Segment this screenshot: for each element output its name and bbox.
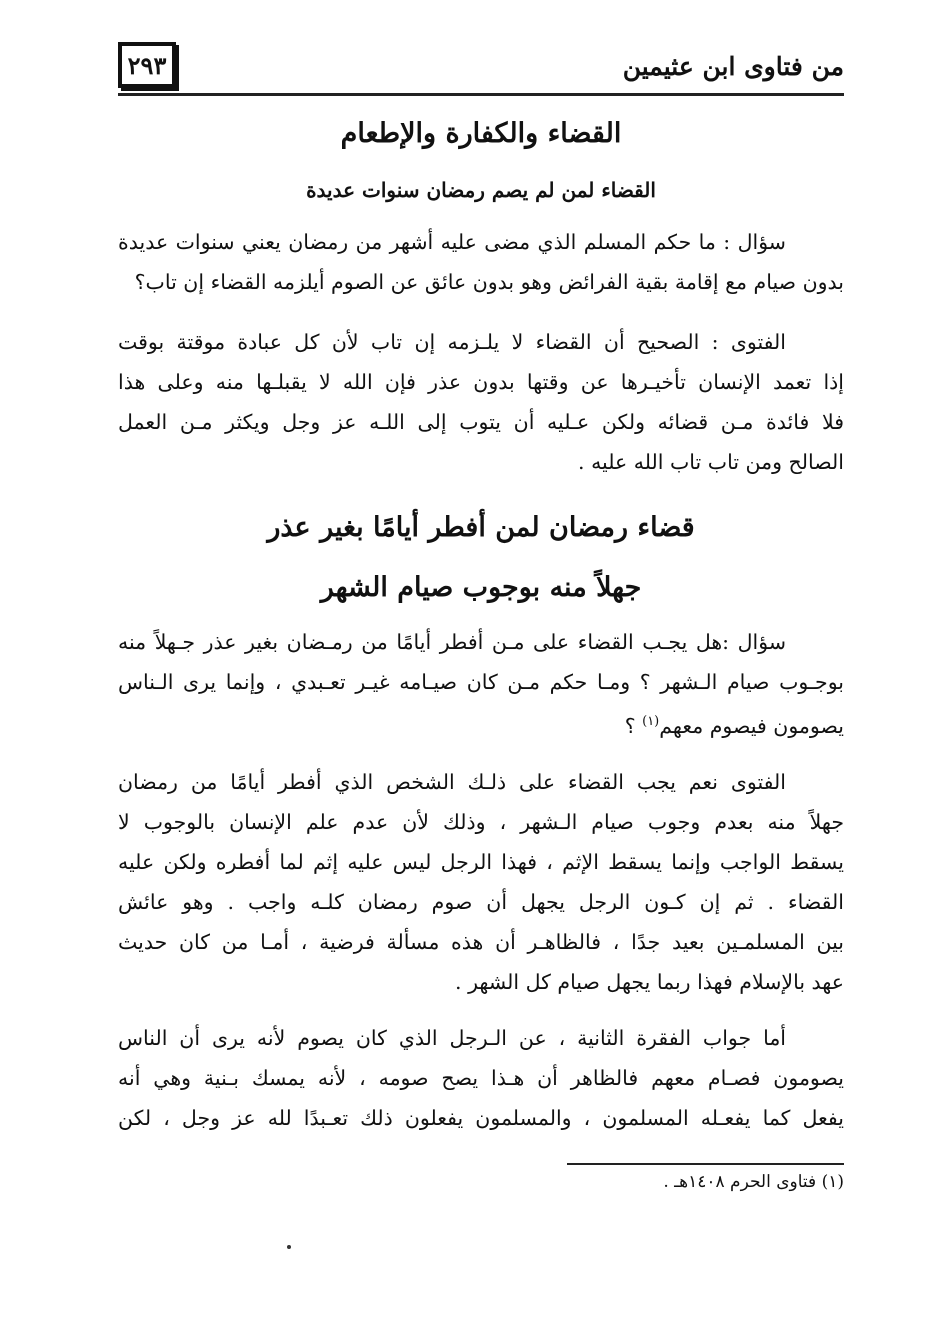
header-rule — [118, 93, 844, 96]
section-heading: قضاء رمضان لمن أفطر أيامًا بغير عذر — [267, 512, 695, 543]
question-paragraph — [118, 222, 844, 302]
text-line: سؤال : ما حكم المسلم الذي مضى عليه أشهر من رمضان يعني سنوات عديدة — [118, 230, 786, 254]
text-line: الصالح ومن تاب تاب الله عليه . — [578, 450, 844, 474]
text-line: يسقط الواجب وإنما يسقط الإثم ، فهذا الرجل ليس عليه إثم لما أفطره ولكن عليه — [118, 850, 844, 874]
question-paragraph — [118, 622, 844, 742]
text-line: يصومون فصـام معهم فالظاهر أن هـذا يصح صومه ، لأنه يمسك بـنية وهي أنه — [118, 1066, 844, 1090]
chapter-heading: القضاء والكفارة والإطعام — [340, 118, 622, 149]
page-number: ٢٩٣ — [118, 42, 176, 88]
text-line: الفتوى نعم يجب القضاء على ذلـك الشخص الذي أفطر أيامًا من رمضان — [118, 770, 786, 794]
section-heading-continued: جهلاً منه بوجوب صيام الشهر — [320, 572, 642, 603]
footnote-marker: (١) — [642, 714, 660, 729]
text-line: فلا فائدة مـن قضائه ولكن عـليه أن يتوب إلى اللـه عز وجل ويكثر مـن العمل — [118, 410, 844, 434]
scan-speck — [287, 1245, 291, 1249]
fatwa-paragraph — [118, 322, 844, 482]
footnote: (١) فتاوى الحرم ١٤٠٨هـ . — [663, 1172, 844, 1192]
text-line: القضاء . ثم إن كـون الرجل يجهل أن صوم رمضان كلـه واجب . وهو عائش — [118, 890, 844, 914]
text-line: بين المسلمـين بعيد جدًا ، فالظاهـر أن هذه مسألة فرضية ، أمـا من كان حديث — [118, 930, 844, 954]
footnote-rule — [567, 1163, 844, 1165]
text-span: ؟ — [624, 713, 636, 738]
text-line: إذا تعمد الإنسان تأخيـرها عن وقتها بدون عذر فإن الله لا يقبلـها منه وعلى هذا — [118, 370, 844, 394]
section-heading: القضاء لمن لم يصم رمضان سنوات عديدة — [306, 178, 656, 202]
text-line: أما جواب الفقرة الثانية ، عن الـرجل الذي كان يصوم لأنه يرى أن الناس — [118, 1026, 786, 1050]
running-title: من فتاوى ابن عثيمين — [622, 52, 844, 81]
text-line: يفعل كما يفعـله المسلمون ، والمسلمون يفعلون ذلك تعـبدًا لله عز وجل ، لكن — [118, 1106, 844, 1130]
text-line — [118, 702, 844, 742]
text-line: بوجـوب صيام الـشهر ؟ ومـا حكم مـن كان صيـامه غيـر تعـبدي ، وإنما يرى الـناس — [118, 670, 844, 694]
text-span: يصومون فيصوم معهم — [659, 713, 844, 738]
answer-paragraph — [118, 1018, 844, 1138]
fatwa-paragraph — [118, 762, 844, 1002]
text-line: بدون صيام مع إقامة بقية الفرائض وهو بدون عائق عن الصوم أيلزمه القضاء إن تاب؟ — [134, 270, 844, 294]
text-line: عهد بالإسلام فهذا ربما يجهل صيام كل الشهر . — [455, 970, 844, 994]
running-header — [118, 42, 844, 94]
text-line: سؤال :هل يجـب القضاء على مـن أفطر أيامًا من رمـضان بغير عذر جـهلاً منه — [118, 630, 786, 654]
text-line: الفتوى : الصحيح أن القضاء لا يلـزمه إن تاب لأن كل عبادة موقتة بوقت — [118, 330, 786, 354]
text-line: جهلاً منه بعدم وجوب صيام الـشهر ، وذلك لأن عدم علم الإنسان بالوجوب لا — [118, 810, 844, 834]
